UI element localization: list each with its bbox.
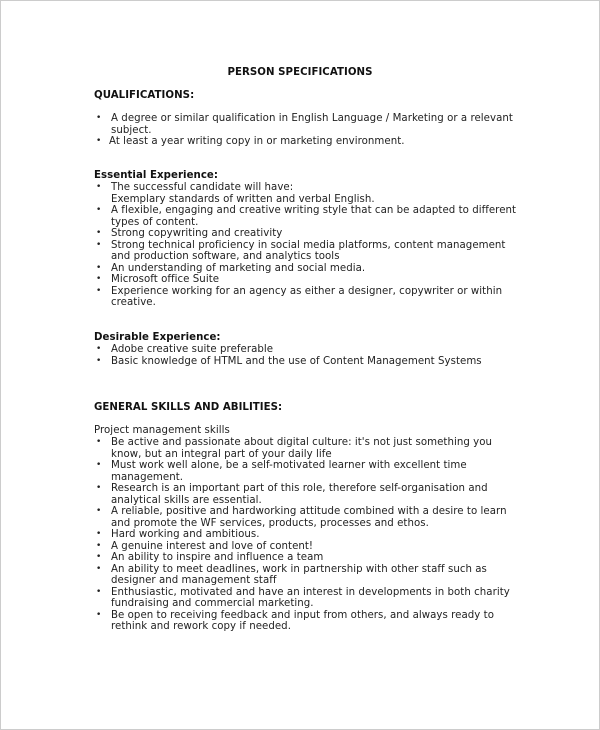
qualifications-list [94, 113, 524, 148]
list-item: • A degree or similar qualification in English Language / Marketing or a relevant subject. [94, 113, 524, 136]
desirable-experience-heading: Desirable Experience: [94, 332, 221, 343]
list-item: • Be active and passionate about digital culture: it's not just something you know, but an integral part of your daily life [94, 437, 524, 460]
list-item: • A reliable, positive and hardworking attitude combined with a desire to learn and promote the WF services, products, processes and ethos. [94, 506, 524, 529]
list-item: • Strong copywriting and creativity [94, 228, 524, 240]
list-item: • An understanding of marketing and social media. [94, 263, 524, 275]
essential-experience-heading: Essential Experience: [94, 170, 219, 181]
list-item: • Experience working for an agency as either a designer, copywriter or within creative. [94, 286, 524, 309]
list-item: • A flexible, engaging and creative writing style that can be adapted to different types of content. [94, 205, 524, 228]
list-item: • A genuine interest and love of content! [94, 541, 524, 553]
page-title: PERSON SPECIFICATIONS [227, 67, 373, 78]
list-item-line: The successful candidate will have: [111, 182, 294, 193]
list-item: • Hard working and ambitious. [94, 529, 524, 541]
list-item: • Basic knowledge of HTML and the use of Content Management Systems [94, 356, 524, 368]
essential-experience-list [94, 182, 524, 309]
list-item: • An ability to meet deadlines, work in partnership with other staff such as designer and management staff [94, 564, 524, 587]
list-item: • An ability to inspire and influence a team [94, 552, 524, 564]
list-item-line: Exemplary standards of written and verbal English. [111, 193, 375, 205]
general-skills-heading: GENERAL SKILLS AND ABILITIES: [94, 402, 283, 413]
list-item: • At least a year writing copy in or marketing environment. [94, 136, 524, 148]
list-item: • Must work well alone, be a self-motivated learner with excellent time management. [94, 460, 524, 483]
list-item: • Be open to receiving feedback and input from others, and always ready to rethink and rework copy if needed. [94, 610, 524, 633]
desirable-experience-list [94, 344, 524, 367]
list-item: • Adobe creative suite preferable [94, 344, 524, 356]
list-item: • Research is an important part of this role, therefore self-organisation and analytical skills are essential. [94, 483, 524, 506]
qualifications-heading: QUALIFICATIONS: [94, 90, 195, 101]
general-skills-intro: Project management skills [94, 425, 230, 436]
general-skills-list [94, 437, 524, 633]
list-item: • Microsoft office Suite [94, 274, 524, 286]
list-item: • Strong technical proficiency in social media platforms, content management and production software, and analytics tools [94, 240, 524, 263]
list-item [94, 182, 524, 205]
list-item: • Enthusiastic, motivated and have an interest in developments in both charity fundraising and commercial marketing. [94, 587, 524, 610]
